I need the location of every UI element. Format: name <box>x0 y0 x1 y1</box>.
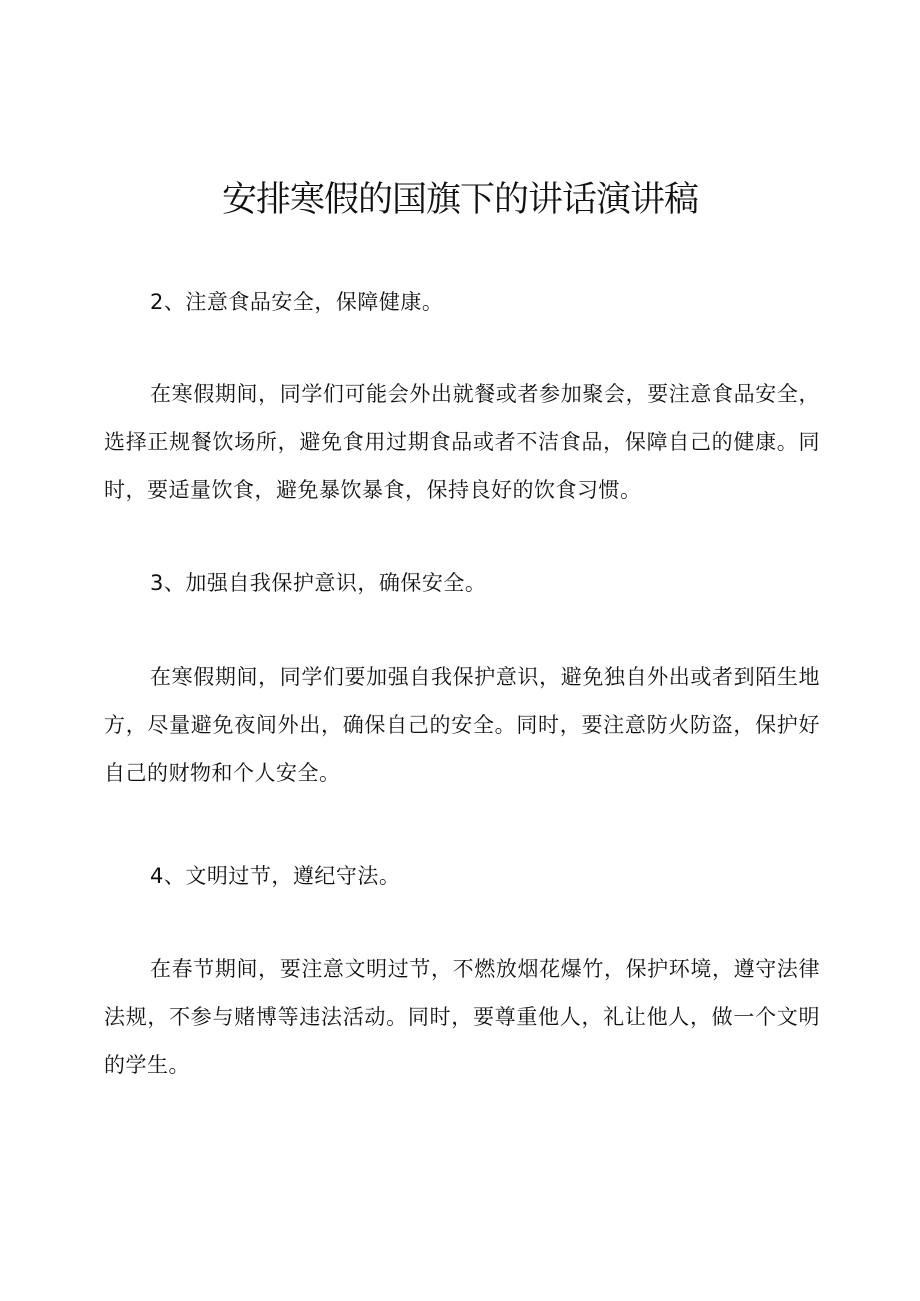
section-body-3: 在寒假期间，同学们要加强自我保护意识，避免独自外出或者到陌生地方，尽量避免夜间外出，确保自己的安全。同时，要注意防火防盗，保护好自己的财物和个人安全。 <box>104 665 820 785</box>
section-body-2: 在寒假期间，同学们可能会外出就餐或者参加聚会，要注意食品安全，选择正规餐饮场所，避免食用过期食品或者不洁食品，保障自己的健康。同时，要适量饮食，避免暴饮暴食，保持良好的饮食习惯。 <box>104 382 820 502</box>
section-heading-4: 4、文明过节，遵纪守法。 <box>150 864 401 888</box>
document-title: 安排寒假的国旗下的讲话演讲稿 <box>221 180 698 220</box>
section-heading-3: 3、加强自我保护意识，确保安全。 <box>150 571 487 595</box>
section-body-4: 在春节期间，要注意文明过节，不燃放烟花爆竹，保护环境，遵守法律法规，不参与赌博等违法活动。同时，要尊重他人，礼让他人，做一个文明的学生。 <box>104 957 820 1077</box>
section-heading-2: 2、注意食品安全，保障健康。 <box>150 290 444 314</box>
